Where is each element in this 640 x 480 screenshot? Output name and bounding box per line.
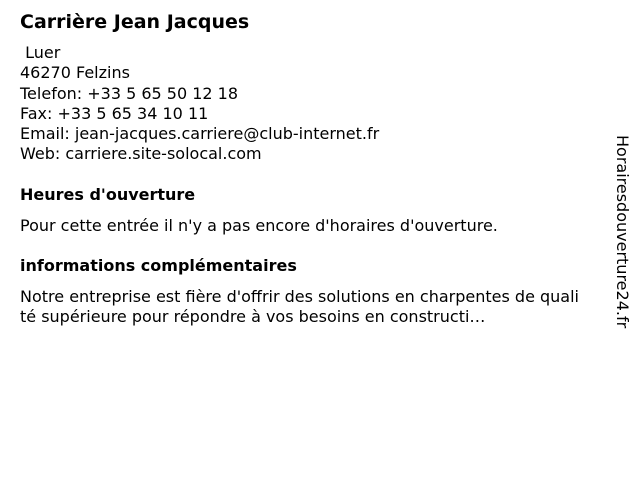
postal-city: 46270 Felzins [20, 63, 130, 83]
additional-info-text: Notre entreprise est fière d'offrir des solutions en charpentes de qualité supérieure pour répondre à vos besoins en constructi… [20, 286, 579, 326]
email-address: Email: jean-jacques.carriere@club-internet.fr [20, 124, 380, 144]
phone-number: Telefon: +33 5 65 50 12 18 [20, 83, 239, 103]
additional-info-heading: informations complémentaires [20, 255, 297, 275]
opening-hours-text: Pour cette entrée il n'y a pas encore d'horaires d'ouverture. [20, 215, 498, 235]
business-card [20, 10, 600, 327]
opening-hours-heading: Heures d'ouverture [20, 184, 196, 204]
contact-block [20, 43, 600, 165]
fax-number: Fax: +33 5 65 34 10 11 [20, 103, 209, 123]
street-address: Luer [20, 43, 61, 62]
business-name: Carrière Jean Jacques [20, 11, 250, 33]
website: Web: carriere.site-solocal.com [20, 144, 262, 164]
site-brand-label: Horairesdouverture24.fr [613, 135, 632, 329]
